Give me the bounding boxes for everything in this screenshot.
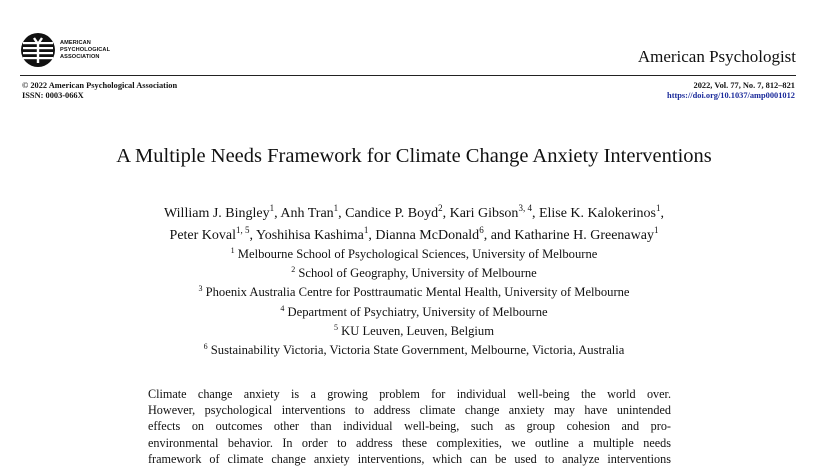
apa-logo (20, 32, 110, 68)
journal-name: American Psychologist (637, 47, 796, 66)
copyright-block (22, 81, 177, 101)
affiliation: $^4$ Department of Psychiatry, University of Melbourne (280, 303, 548, 319)
affiliation: $^3$ Phoenix Australia Centre for Posttraumatic Mental Health, University of Melbourne (198, 284, 630, 300)
author: Dianna McDonald$^6$ (375, 225, 484, 243)
citation-block (667, 81, 795, 101)
volume-info: 2022, Vol. 77, No. 7, 812–821 (693, 81, 795, 90)
abstract-line: effects on outcomes other than individual well-being, such as group cohesion and pro- (148, 419, 671, 434)
author-line-1: William J. Bingley$^1$, Anh Tran$^1$, Candice P. Boyd$^2$, Kari Gibson$^{3, 4}$, Elise K. Kalokerinos$^1$, (164, 203, 664, 221)
author: Peter Koval$^{1, 5}$ (169, 225, 250, 243)
issn: ISSN: 0003-066X (22, 91, 84, 100)
header-divider (20, 75, 796, 76)
author: Kari Gibson$^{3, 4}$ (449, 203, 532, 221)
affiliation-list (0, 245, 828, 360)
author-line-2: Peter Koval$^{1, 5}$, Yoshihisa Kashima$^1$, Dianna McDonald$^6$, and Katharine H. Greenaway$^1$ (169, 225, 659, 243)
author: Katharine H. Greenaway$^1$ (514, 225, 659, 243)
copyright: © 2022 American Psychological Association (22, 81, 178, 90)
logo-line-3: ASSOCIATION (60, 53, 100, 60)
author: Elise K. Kalokerinos$^1$ (538, 203, 661, 221)
author: Anh Tran$^1$ (280, 203, 339, 221)
affiliation: $^1$ Melbourne School of Psychological Sciences, University of Melbourne (230, 246, 598, 261)
author-list (0, 203, 828, 247)
author: Candice P. Boyd$^2$ (345, 203, 443, 221)
abstract-line: Climate change anxiety is a growing problem for individual well-being the world over. (148, 387, 671, 401)
paper-title: A Multiple Needs Framework for Climate Change Anxiety Interventions (116, 145, 712, 167)
abstract (148, 386, 671, 467)
author: William J. Bingley$^1$ (164, 203, 275, 221)
affiliation: $^6$ Sustainability Victoria, Victoria State Government, Melbourne, Victoria, Australia (203, 342, 625, 358)
page-header (20, 28, 796, 72)
logo-line-2: PSYCHOLOGICAL (60, 46, 111, 53)
doi-link[interactable]: https://doi.org/10.1037/amp0001012 (667, 91, 795, 100)
affiliation: $^2$ School of Geography, University of Melbourne (291, 265, 537, 281)
abstract-line: framework of climate change anxiety interventions, which can be used to analyze interventions (148, 451, 671, 466)
author: Yoshihisa Kashima$^1$ (256, 225, 369, 243)
affiliation: $^5$ KU Leuven, Leuven, Belgium (334, 322, 494, 338)
logo-line-1: AMERICAN (60, 39, 91, 46)
abstract-line: However, psychological interventions to address climate change anxiety may have unintended (148, 403, 671, 418)
abstract-line: environmental behavior. In order to address these complexities, we outline a multiple needs (148, 435, 671, 450)
apa-logo-icon (20, 32, 56, 68)
